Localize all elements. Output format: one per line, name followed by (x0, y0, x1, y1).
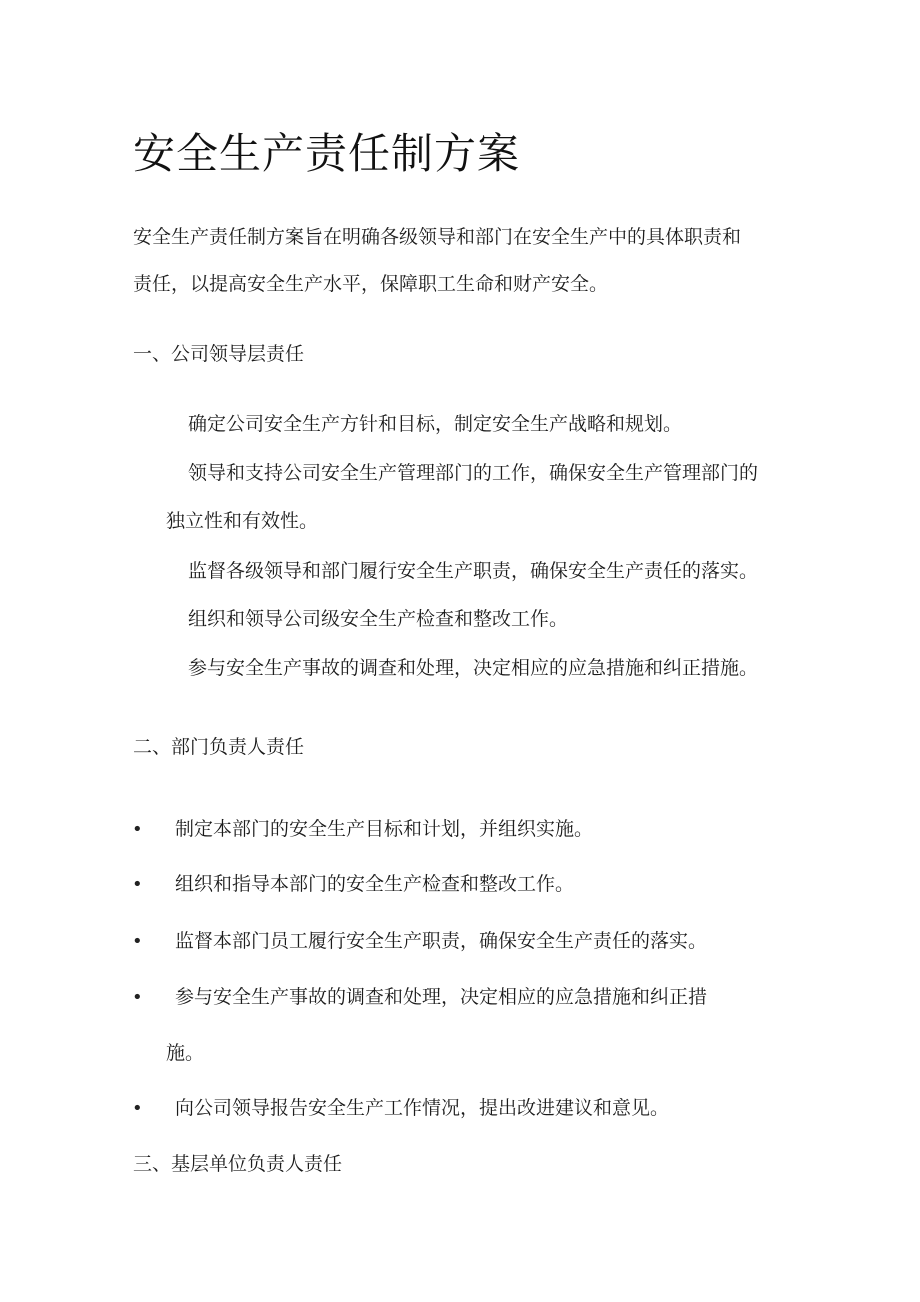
section-2-item-4-continuation: 施。 (166, 1042, 205, 1064)
bullet-marker: • (132, 931, 143, 952)
section-1-item-2: 领导和支持公司安全生产管理部门的工作，确保安全生产管理部门的 (188, 462, 759, 484)
section-1-item-4: 组织和领导公司级安全生产检查和整改工作。 (188, 608, 569, 630)
bullet-marker: • (132, 1098, 143, 1119)
intro-line-1: 安全生产责任制方案旨在明确各级领导和部门在安全生产中的具体职责和 (133, 226, 742, 248)
section-1-item-3: 监督各级领导和部门履行安全生产职责，确保安全生产责任的落实。 (188, 560, 759, 582)
section-2-item-5: 向公司领导报告安全生产工作情况，提出改进建议和意见。 (175, 1097, 670, 1119)
intro-line-2: 责任，以提高安全生产水平，保障职工生命和财产安全。 (133, 273, 609, 295)
document-title: 安全生产责任制方案 (133, 129, 521, 178)
section-1-heading: 一、公司领导层责任 (133, 343, 305, 365)
section-2-item-4: 参与安全生产事故的调查和处理，决定相应的应急措施和纠正措 (175, 986, 708, 1008)
section-1-item-2-continuation: 独立性和有效性。 (166, 510, 319, 532)
bullet-marker: • (132, 874, 143, 895)
section-2-heading: 二、部门负责人责任 (133, 736, 305, 758)
bullet-marker: • (132, 819, 143, 840)
section-2-item-1: 制定本部门的安全生产目标和计划，并组织实施。 (175, 818, 594, 840)
section-1-item-1: 确定公司安全生产方针和目标，制定安全生产战略和规划。 (188, 413, 683, 435)
section-1-item-5: 参与安全生产事故的调查和处理，决定相应的应急措施和纠正措施。 (188, 657, 759, 679)
section-2-item-3: 监督本部门员工履行安全生产职责，确保安全生产责任的落实。 (175, 930, 708, 952)
section-3-heading: 三、基层单位负责人责任 (133, 1153, 343, 1175)
section-2-item-2: 组织和指导本部门的安全生产检查和整改工作。 (175, 873, 575, 895)
bullet-marker: • (132, 987, 143, 1008)
